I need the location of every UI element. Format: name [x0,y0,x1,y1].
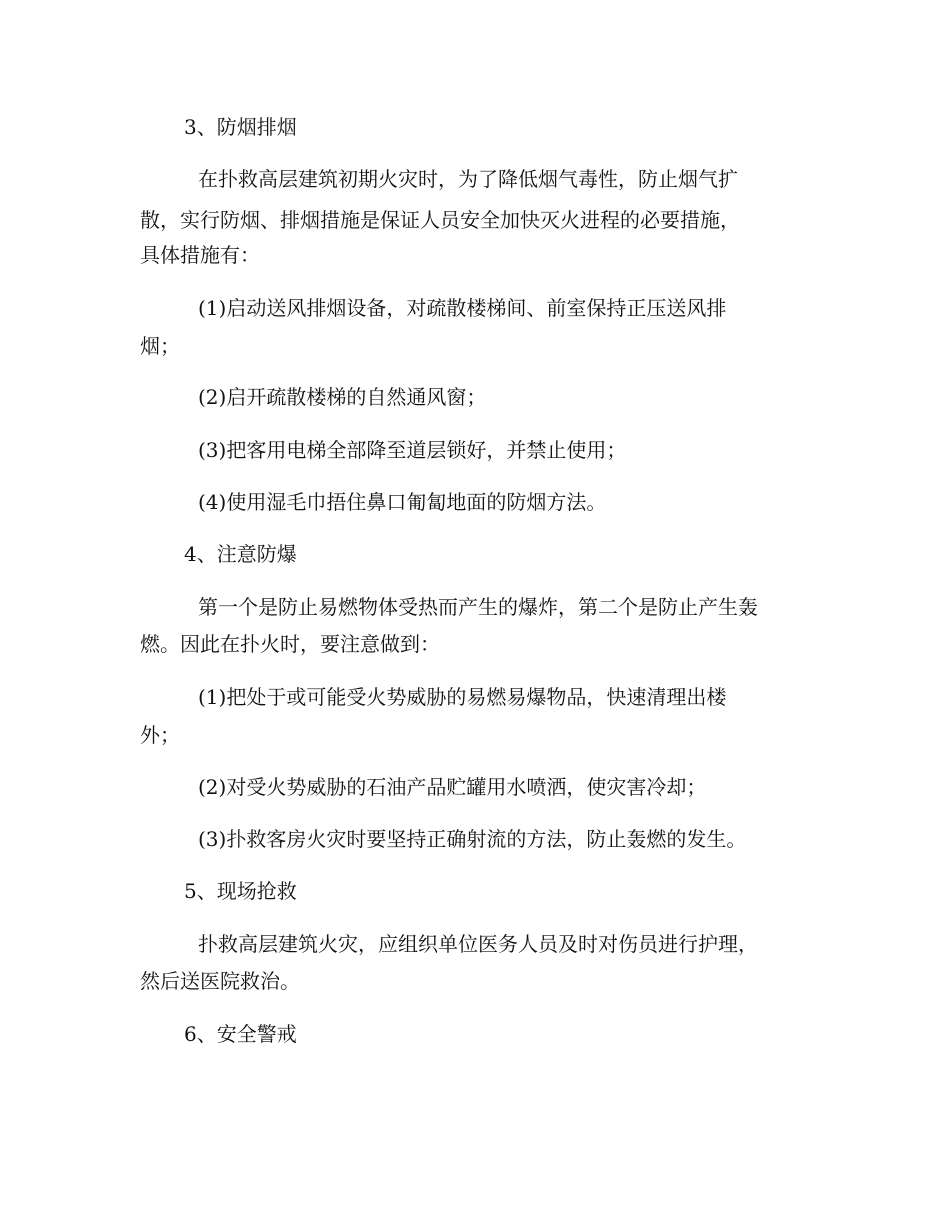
list-item-line: (3)把客用电梯全部降至道层锁好，并禁止使用； [198,438,627,462]
paragraph-line: 在扑救高层建筑初期火灾时，为了降低烟气毒性，防止烟气扩 [198,167,738,191]
paragraph-line: 然后送医院救治。 [140,969,300,993]
paragraph-line: 第一个是防止易燃物体受热而产生的爆炸，第二个是防止产生轰 [198,595,758,619]
section-heading: 5、现场抢救 [184,879,297,903]
section-heading: 4、注意防爆 [184,542,297,566]
list-item-line: (2)启开疏散楼梯的自然通风窗； [198,385,487,409]
list-item-line: (4)使用湿毛巾捂住鼻口匍匐地面的防烟方法。 [198,490,607,514]
list-item-line: 烟； [140,334,180,358]
section-heading: 3、防烟排烟 [184,115,297,139]
paragraph-line: 燃。因此在扑火时，要注意做到： [140,632,440,656]
list-item-line: (1)把处于或可能受火势威胁的易燃易爆物品，快速清理出楼 [198,685,727,709]
list-item-line: (1)启动送风排烟设备，对疏散楼梯间、前室保持正压送风排 [198,296,727,320]
paragraph-line: 散，实行防烟、排烟措施是保证人员安全加快灭火进程的必要措施， [140,208,740,232]
list-item-line: 外； [140,723,180,747]
section-heading: 6、安全警戒 [184,1022,297,1046]
paragraph-line: 扑救高层建筑火灾，应组织单位医务人员及时对伤员进行护理， [198,932,758,956]
paragraph-line: 具体措施有： [140,243,260,267]
list-item-line: (2)对受火势威胁的石油产品贮罐用水喷洒，使灾害冷却； [198,775,707,799]
list-item-line: (3)扑救客房火灾时要坚持正确射流的方法，防止轰燃的发生。 [198,827,747,851]
